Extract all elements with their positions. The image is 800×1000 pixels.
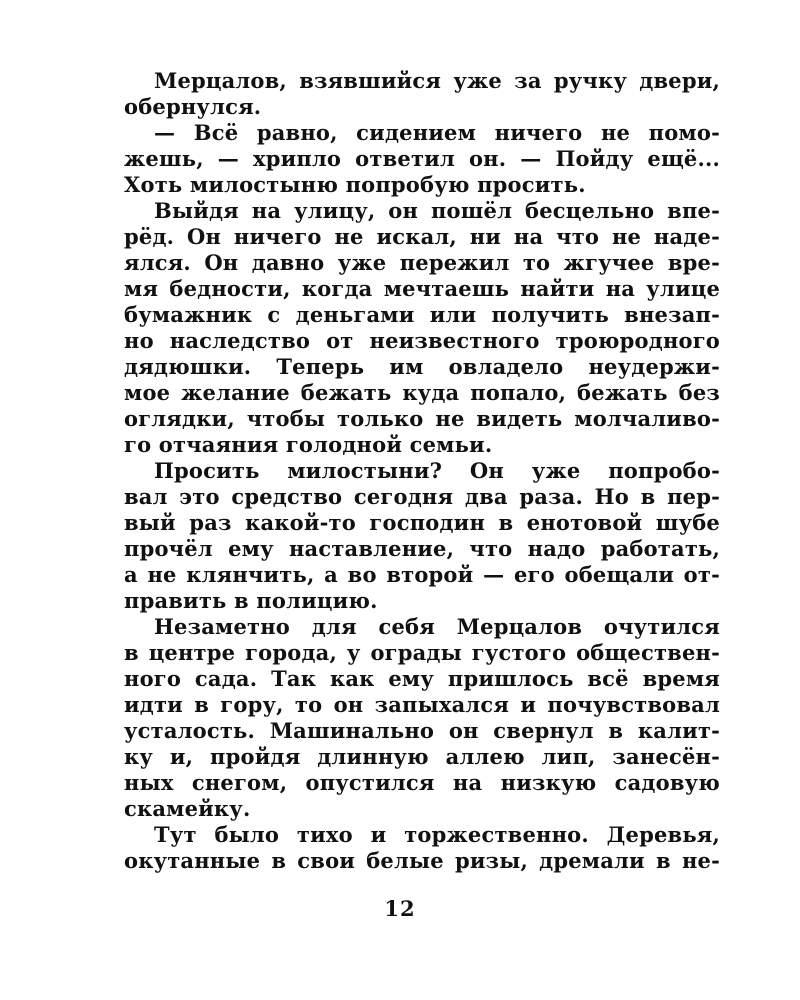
- text-line: Хоть милостыню попробую просить.: [124, 172, 586, 197]
- text-line: мое желание бежать куда попало, бежать без: [124, 380, 720, 405]
- page-body: [124, 68, 720, 874]
- text-line: в центре города, у ограды густого обществен-: [124, 640, 720, 665]
- text-line: ных снегом, опустился на низкую садовую: [124, 770, 720, 795]
- text-line: окутанные в свои белые ризы, дремали в не-: [124, 848, 720, 873]
- text-line: жешь, — хрипло ответил он. — Пойду ещё...: [124, 146, 720, 171]
- text-line: править в полицию.: [124, 588, 378, 613]
- text-line: ку и, пройдя длинную аллею лип, занесён-: [124, 744, 720, 769]
- text-line: прочёл ему наставление, что надо работать,: [124, 536, 720, 561]
- text-line: дядюшки. Теперь им овладело неудержи-: [124, 354, 720, 379]
- text-line: идти в гору, то он запыхался и почувствовал: [124, 692, 720, 717]
- text-line: — Всё равно, сидением ничего не помо-: [154, 120, 720, 145]
- text-line: Просить милостыни? Он уже попробо-: [154, 458, 720, 483]
- text-line: Мерцалов, взявшийся уже за ручку двери,: [154, 68, 720, 93]
- text-line: Тут было тихо и торжественно. Деревья,: [154, 822, 720, 847]
- text-line: вал это средство сегодня два раза. Но в пер-: [124, 484, 720, 509]
- text-line: вый раз какой-то господин в енотовой шубе: [124, 510, 720, 535]
- text-line: усталость. Машинально он свернул в калит-: [124, 718, 720, 743]
- text-line: го отчаяния голодной семьи.: [124, 432, 493, 457]
- page-number: 12: [384, 896, 416, 921]
- text-line: Незаметно для себя Мерцалов очутился: [154, 614, 720, 639]
- text-line: ялся. Он давно уже пережил то жгучее вре-: [124, 250, 720, 275]
- text-line: оглядки, чтобы только не видеть молчаливо-: [124, 406, 720, 431]
- text-line: мя бедности, когда мечтаешь найти на улице: [124, 276, 720, 301]
- text-line: Выйдя на улицу, он пошёл бесцельно впе-: [154, 198, 720, 223]
- text-line: бумажник с деньгами или получить внезап-: [124, 302, 720, 327]
- text-line: но наследство от неизвестного троюродного: [124, 328, 720, 353]
- text-line: скамейку.: [124, 796, 251, 821]
- text-line: ного сада. Так как ему пришлось всё время: [124, 666, 720, 691]
- text-line: обернулся.: [124, 94, 262, 119]
- text-line: а не клянчить, а во второй — его обещали от-: [124, 562, 720, 587]
- text-line: рёд. Он ничего не искал, ни на что не наде-: [124, 224, 720, 249]
